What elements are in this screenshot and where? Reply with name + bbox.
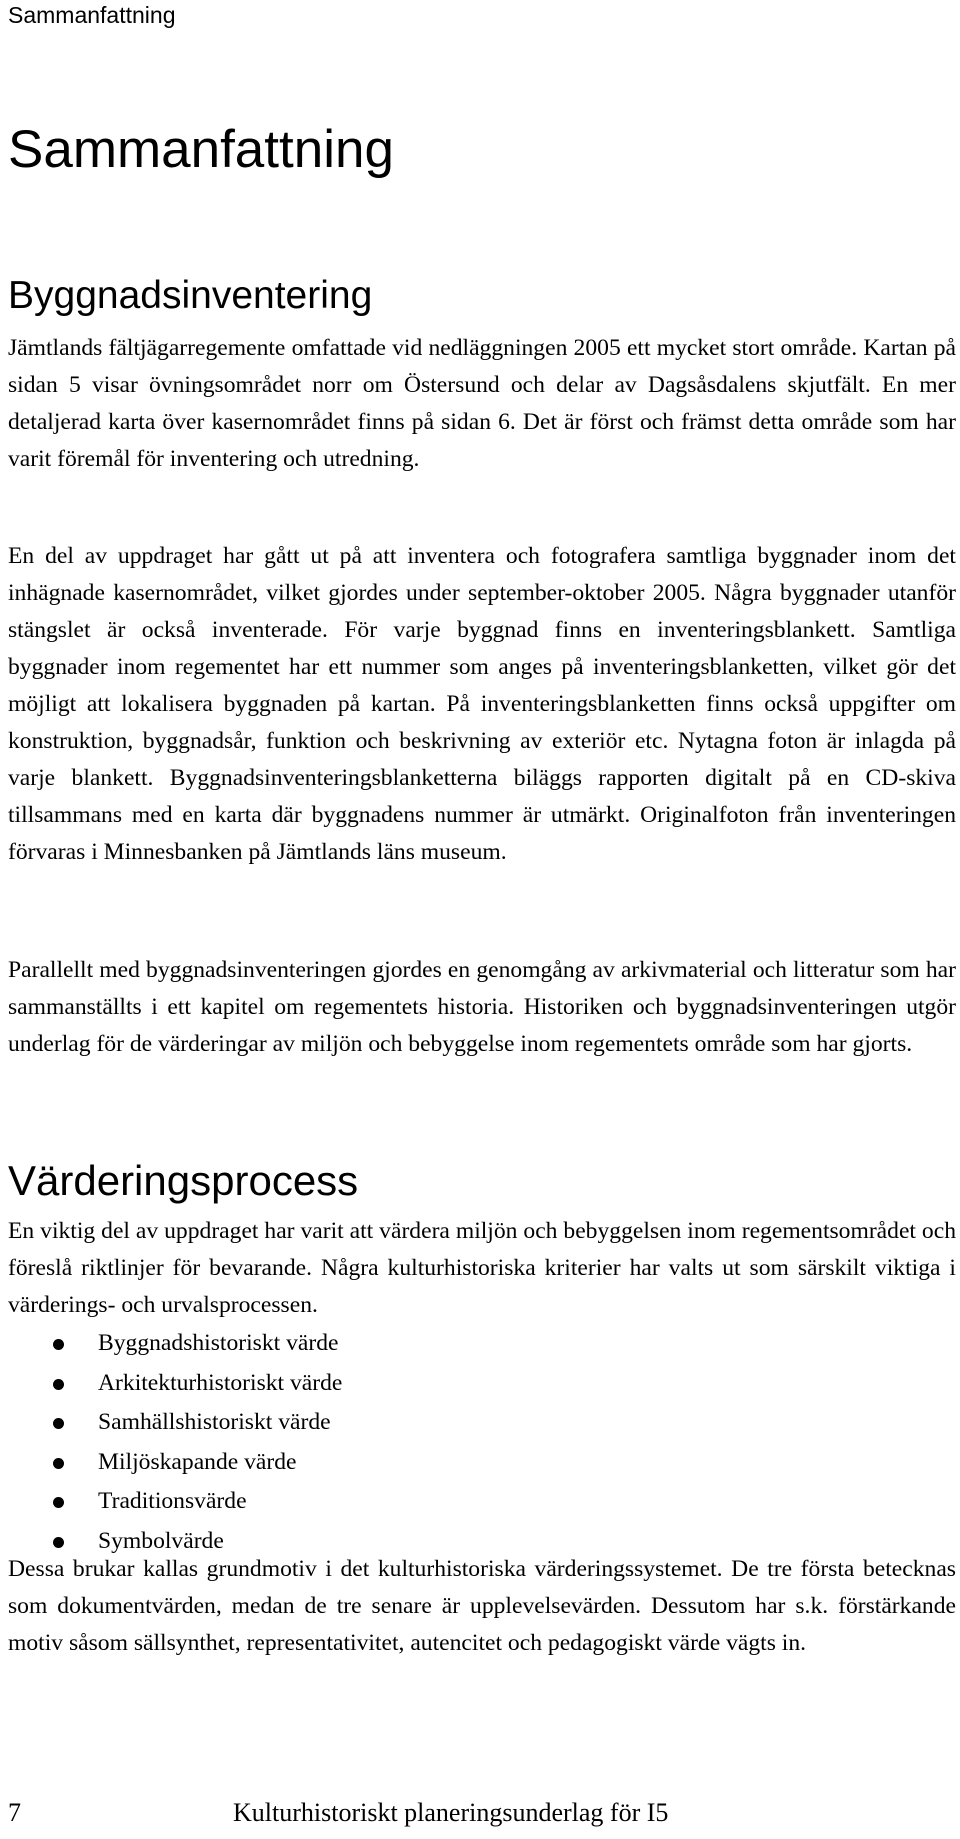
footer-document-title: Kulturhistoriskt planeringsunderlag för I5 <box>233 1798 669 1827</box>
bullet-icon <box>53 1537 64 1548</box>
bullet-icon <box>53 1458 64 1469</box>
running-header: Sammanfattning <box>8 2 176 28</box>
paragraph-valuation-intro: En viktig del av uppdraget har varit att värdera miljön och bebyggelsen inom regementsområdet och föreslå riktlinjer för bevarande. Några kulturhistoriska kriterier har valts ut som särskilt viktiga i värderings- och urvalsprocessen. <box>8 1218 956 1318</box>
list-item-label: Samhällshistoriskt värde <box>98 1409 331 1435</box>
list-item <box>8 1364 342 1404</box>
section-heading-byggnadsinventering: Byggnadsinventering <box>8 274 373 317</box>
list-item-label: Traditionsvärde <box>98 1488 247 1514</box>
bullet-icon <box>53 1339 64 1350</box>
paragraph-inventory-area: Jämtlands fältjägarregemente omfattade vid nedläggningen 2005 ett mycket stort område. Kartan på sidan 5 visar övningsområdet norr om Östersund och delar av Dagsåsdalens skjutfält. En mer detaljerad karta över kasernområdet finns på sidan 6. Det är först och främst detta område som har varit föremål för inventering och utredning. <box>8 335 956 472</box>
criteria-list <box>8 1324 342 1561</box>
page-footer <box>0 1793 960 1833</box>
paragraph-inventory-method: En del av uppdraget har gått ut på att inventera och fotografera samtliga byggnader inom det inhägnade kasernområdet, vilket gjordes under september-oktober 2005. Några byggnader utanför stängslet är också inventerade. För varje byggnad finns en inventeringsblankett. Samtliga byggnader inom regementet har ett nummer som anges på inventeringsblanketten, vilket gör det möjligt att lokalisera byggnaden på kartan. På inventeringsblanketten finns också uppgifter om konstruktion, byggnadsår, funktion och beskrivning av exteriör etc. Nytagna foton är inlagda på varje blankett. Byggnadsinventeringsblanketterna biläggs rapporten digitalt på en CD-skiva tillsammans med en karta där byggnadens nummer är utmärkt. Originalfoton från inventeringen förvaras i Minnesbanken på Jämtlands läns museum. <box>8 543 956 865</box>
bullet-icon <box>53 1497 64 1508</box>
page-number: 7 <box>8 1798 21 1827</box>
list-item-label: Miljöskapande värde <box>98 1448 297 1475</box>
paragraph-valuation-outro: Dessa brukar kallas grundmotiv i det kulturhistoriska värderingssystemet. De tre första betecknas som dokumentvärden, medan de tre senare är upplevelsevärden. Dessutom har s.k. förstärkande motiv såsom sällsynthet, representativitet, autencitet och pedagogiskt värde vägts in. <box>8 1556 956 1656</box>
page-title: Sammanfattning <box>8 120 394 179</box>
list-item <box>8 1482 342 1522</box>
section-heading-varderingsprocess: Värderingsprocess <box>8 1157 359 1204</box>
list-item <box>8 1324 342 1364</box>
list-item <box>8 1443 342 1483</box>
bullet-icon <box>53 1379 64 1390</box>
list-item <box>8 1403 342 1443</box>
list-item-label: Symbolvärde <box>98 1527 224 1554</box>
paragraph-archive-review: Parallellt med byggnadsinventeringen gjordes en genomgång av arkivmaterial och litteratur som har sammanställts i ett kapitel om regementets historia. Historiken och byggnadsinventeringen utgör underlag för de värderingar av miljön och bebyggelse inom regementets område som har gjorts. <box>8 957 956 1057</box>
list-item-label: Arkitekturhistoriskt värde <box>98 1369 343 1396</box>
bullet-icon <box>53 1418 64 1429</box>
list-item-label: Byggnadshistoriskt värde <box>98 1330 339 1356</box>
